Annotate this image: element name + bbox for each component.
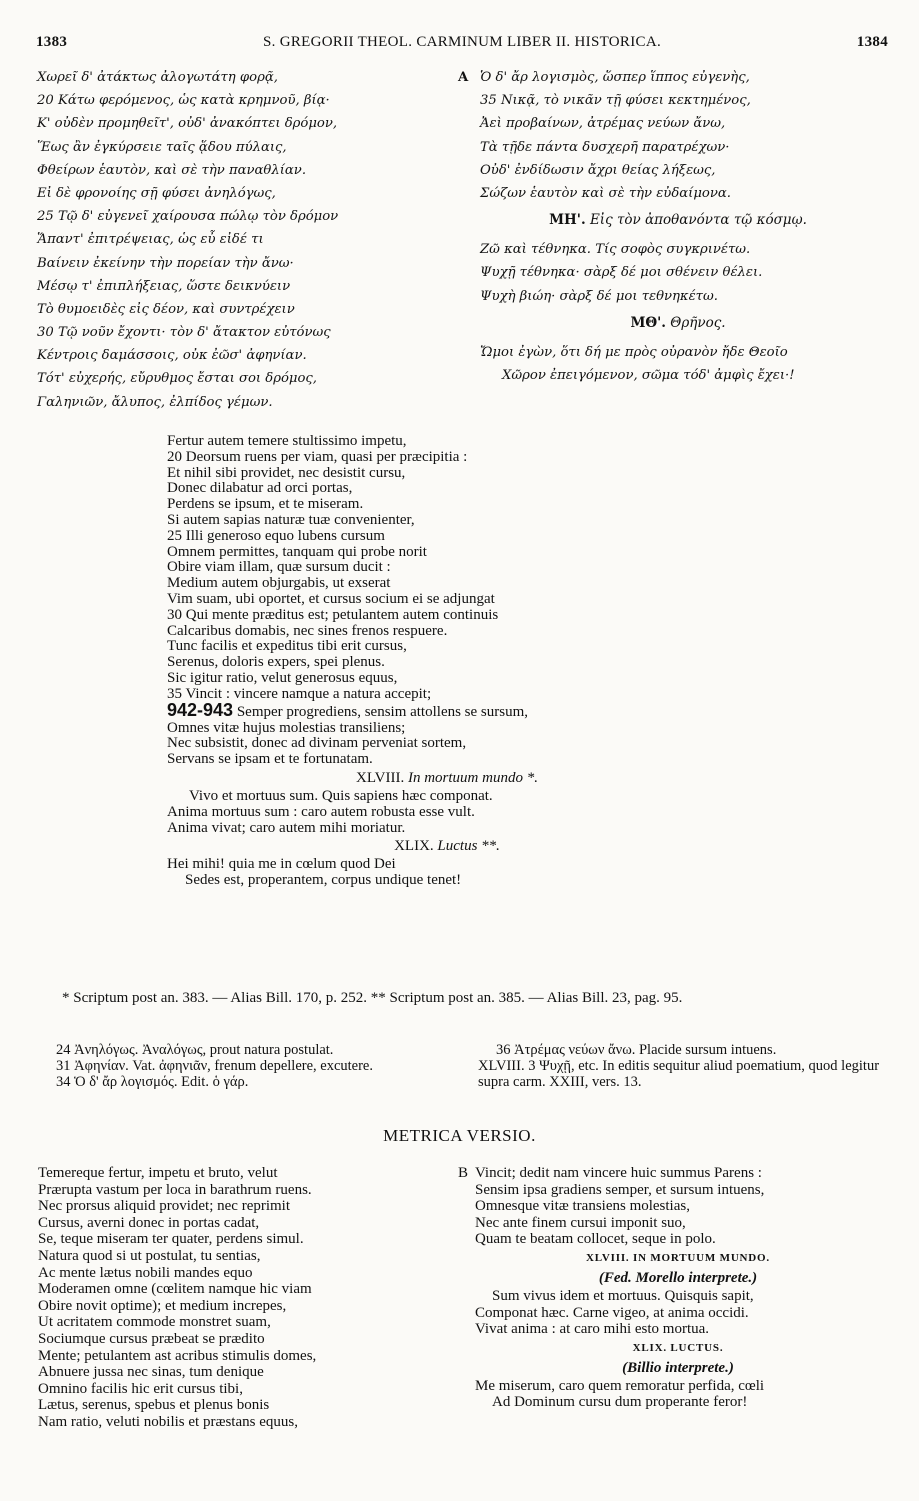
latin-line: Anima mortuus sum : caro autem robusta esse vult. (167, 803, 475, 820)
verse-line: Se, teque miseram ter quater, perdens simul. (38, 1231, 304, 1248)
latin-line: Perdens se ipsum, et te miseram. (167, 496, 364, 513)
latin-line: Hei mihi! quia me in cœlum quod Dei (167, 856, 396, 873)
critical-notes-right (478, 1042, 898, 1090)
greek-text-right-column (458, 66, 898, 387)
greek-line: Φθείρων ἑαυτὸν, καὶ σὲ τὴν παναθλίαν. (37, 162, 307, 178)
greek-line: 25 Τῷ δ' εὐγενεῖ χαίρουσα πώλῳ τὸν δρόμον (37, 209, 339, 225)
verse-line: Ac mente lætus nobili mandes equo (38, 1264, 253, 1281)
margin-letter: A (458, 70, 469, 85)
poem-heading: ΜΘ'. Θρῆνος. (630, 314, 726, 331)
latin-line: Medium autem objurgabis, ut exserat (167, 575, 391, 592)
greek-line: A Ὁ δ' ἄρ λογισμὸς, ὥσπερ ἵππος εὐγενὴς, (458, 66, 898, 89)
latin-line: Si autem sapias naturæ tuæ convenienter, (167, 511, 415, 528)
greek-line: Οὐδ' ἐνδίδωσιν ἄχρι θείας λήξεως, (480, 162, 716, 178)
footnote: * Scriptum post an. 383. — Alias Bill. 170, p. 252. ** Scriptum post an. 385. — Alias Bill. 23, pag. 95. (62, 990, 683, 1006)
latin-line: Obire viam illam, quæ sursum ducit : (167, 559, 391, 576)
greek-line: Μέσῳ τ' ἐπιπλήξειας, ὥστε δεικνύειν (37, 278, 291, 294)
verse-line: Me miserum, caro quem remoratur perfida, cœli (475, 1377, 765, 1394)
greek-line: Ὤμοι ἐγὼν, ὅτι δή με πρὸς οὐρανὸν ἤδε Θεοῖο (480, 344, 788, 360)
verse-line: Sociumque cursus præbeat se prædito (38, 1330, 265, 1347)
greek-line: Κέντροις δαμάσσοις, οὐκ ἐῶσ' ἀφηνίαν. (37, 348, 307, 364)
critical-notes-left (38, 1042, 458, 1090)
latin-line: Sic igitur ratio, velut generosus equus, (167, 669, 398, 686)
verse-line: Prærupta vastum per loca in barathrum ruens. (38, 1181, 312, 1198)
note: 36 Ἀτρέμας νεύων ἄνω. Placide sursum intuens. (496, 1042, 777, 1058)
verse-line: Quam te beatam collocet, seque in polo. (475, 1231, 716, 1248)
latin-line: Et nihil sibi providet, nec desistit cursu, (167, 464, 406, 481)
poem-heading: XLIX. LUCTUS. (632, 1341, 724, 1354)
verse-line: Componat hæc. Carne vigeo, at anima occidi. (475, 1304, 749, 1321)
greek-line: 30 Τῷ νοῦν ἔχοντι· τὸν δ' ἄτακτον εὐτόνως (37, 325, 331, 341)
greek-line: Γαληνιῶν, ἄλυπος, ἐλπίδος γέμων. (37, 394, 273, 410)
verse-line: Omnesque vitæ transiens molestias, (475, 1198, 690, 1215)
greek-line: Χωρεῖ δ' ἀτάκτως ἀλογωτάτη φορᾷ, (37, 70, 278, 85)
latin-line: Anima vivat; caro autem mihi moriatur. (167, 819, 406, 836)
greek-line: Ἕως ἂν ἐγκύρσειε ταῖς ᾅδου πύλαις, (37, 139, 287, 155)
margin-letter: B (458, 1165, 469, 1181)
latin-line: 20 Deorsum ruens per viam, quasi per præcipitia : (167, 448, 468, 465)
verse-line: Temereque fertur, impetu et bruto, velut (38, 1165, 278, 1181)
latin-line: 30 Qui mente præditus est; petulantem autem continuis (167, 606, 499, 623)
verse-line: Abnuere jussa nec sinas, tum denique (38, 1364, 264, 1381)
metrica-left-column (38, 1165, 458, 1431)
page-number-left: 1383 (36, 34, 68, 50)
greek-line: Τότ' εὐχερής, εὔρυθμος ἔσται σοι δρόμος, (37, 371, 317, 387)
greek-line: Ἅπαντ' ἐπιτρέψειας, ὡς εὖ εἰδέ τι (37, 232, 264, 248)
verse-line: Nec prorsus aliquid providet; nec reprimit (38, 1198, 291, 1215)
verse-line: Natura quod si ut postulat, tu sentias, (38, 1247, 261, 1264)
latin-line: Vivo et mortuus sum. Quis sapiens hæc componat. (189, 787, 493, 804)
latin-line: Donec dilabatur ad orci portas, (167, 480, 353, 497)
greek-line: Τὰ τῇδε πάντα δυσχερῆ παρατρέχων· (480, 139, 730, 155)
section-heading: XLVIII. In mortuum mundo *. (356, 769, 538, 786)
verse-line: Sensim ipsa gradiens semper, et sursum intuens, (475, 1181, 765, 1198)
greek-line: Χῶρον ἐπειγόμενον, σῶμα τόδ' ἀμφὶς ἔχει·! (502, 367, 795, 383)
latin-line: Calcaribus domabis, nec sines frenos respuere. (167, 622, 448, 639)
metrica-versio-title: METRICA VERSIO. (383, 1126, 536, 1145)
latin-line: Vim suam, ubi oportet, et cursus socium ei se adjungat (167, 590, 495, 607)
verse-line: Sum vivus idem et mortuus. Quisquis sapit, (492, 1287, 754, 1304)
verse-line: Moderamen omne (cœlitem namque hic viam (38, 1281, 312, 1298)
verse-line: Cursus, averni donec in portas cadat, (38, 1214, 260, 1231)
greek-line: Βαίνειν ἐκείνην τὴν πορείαν τὴν ἄνω· (37, 255, 294, 271)
page-number-right: 1384 (856, 34, 888, 50)
verse-line: Obire novit optime); et medium increpes, (38, 1297, 287, 1314)
verse-line: Omnino facilis hic erit cursus tibi, (38, 1380, 243, 1397)
latin-line: Fertur autem temere stultissimo impetu, (167, 433, 407, 449)
greek-line: Ψυχῇ τέθνηκα· σὰρξ δέ μοι σθένειν θέλει. (480, 265, 763, 281)
verse-line: Ut acritatem commode monstret suam, (38, 1314, 271, 1331)
verse-line: Nec ante finem cursui imponit suo, (475, 1214, 686, 1231)
greek-line: Τὸ θυμοειδὲς εἰς δέον, καὶ συντρέχειν (37, 301, 295, 317)
latin-line: Serenus, doloris expers, spei plenus. (167, 654, 385, 671)
greek-text-left-column (37, 66, 457, 414)
page-header (36, 34, 888, 56)
latin-line: Nec subsistit, donec ad divinam perveniat sortem, (167, 735, 467, 752)
poem-heading: XLVIII. IN MORTUUM MUNDO. (586, 1251, 770, 1264)
greek-line: Ζῶ καὶ τέθνηκα. Τίς σοφὸς συγκρινέτω. (480, 242, 751, 258)
note: 34 Ὁ δ' ἄρ λογισμός. Edit. ὁ γάρ. (56, 1074, 249, 1090)
section-heading: XLIX. Luctus **. (394, 838, 500, 855)
verse-line: Lætus, serenus, spebus et plenus bonis (38, 1397, 270, 1414)
greek-line: 20 Κάτω φερόμενος, ὡς κατὰ κρημνοῦ, βίᾳ· (37, 93, 330, 109)
verse-line: Ad Dominum cursu dum properante feror! (492, 1394, 748, 1411)
greek-line: Ἀεὶ προβαίνων, ἀτρέμας νεύων ἄνω, (480, 116, 726, 132)
translator-credit: (Fed. Morello interprete.) (598, 1269, 758, 1286)
latin-line: Servans se ipsam et te fortunatam. (167, 751, 373, 768)
note: XLVIII. 3 Ψυχῇ, etc. In editis sequitur aliud poematium, quod legitur supra carm. XXIII, vers. 13. (478, 1058, 880, 1090)
metrica-right-column (458, 1165, 898, 1411)
latin-line: Tunc facilis et expeditus tibi erit cursus, (167, 638, 407, 655)
verse-line: Mente; petulantem ast acribus stimulis domes, (38, 1347, 317, 1364)
verse-line: Nam ratio, veluti nobilis et præstans equus, (38, 1413, 298, 1430)
latin-line: 25 Illi generoso equo lubens cursum (167, 527, 385, 544)
greek-line: Εἰ δὲ φρονοίης σῇ φύσει ἀνηλόγως, (37, 185, 276, 201)
verse-line: Vivat anima : at caro mihi esto mortua. (475, 1321, 710, 1338)
greek-line: 35 Νικᾷ, τὸ νικᾶν τῇ φύσει κεκτημένος, (480, 93, 751, 109)
column-number: 942-943 (167, 699, 234, 720)
note: 24 Ἀνηλόγως. Ἀναλόγως, prout natura postulat. (56, 1042, 334, 1058)
note: 31 Ἀφηνίαν. Vat. ἀφηνιᾶν, frenum depellere, excutere. (56, 1058, 373, 1074)
greek-line: Σώζων ἑαυτὸν καὶ σὲ τὴν εὐδαίμονα. (480, 185, 731, 201)
running-title: S. GREGORII THEOL. CARMINUM LIBER II. HISTORICA. (262, 34, 661, 50)
verse-line: B Vincit; dedit nam vincere huic summus Parens : (458, 1165, 762, 1181)
latin-line: Omnem permittes, tanquam qui probe norit (167, 543, 427, 560)
latin-line: 942-943 Semper progrediens, sensim attollens se sursum, (167, 699, 529, 720)
greek-line: Κ' οὐδὲν προμηθεῖτ', οὐδ' ἀνακόπτει δρόμον, (37, 116, 338, 132)
greek-line: Ψυχὴ βιώη· σὰρξ δέ μοι τεθνηκέτω. (480, 288, 718, 304)
poem-heading: ΜΗ'. Εἰς τὸν ἀποθανόντα τῷ κόσμῳ. (549, 212, 807, 229)
latin-line: Omnes vitæ hujus molestias transiliens; (167, 719, 406, 736)
latin-line: 35 Vincit : vincere namque a natura accepit; (167, 685, 432, 702)
latin-line: Sedes est, properantem, corpus undique tenet! (185, 872, 462, 889)
latin-translation (167, 434, 727, 889)
translator-credit: (Billio interprete.) (622, 1359, 734, 1376)
